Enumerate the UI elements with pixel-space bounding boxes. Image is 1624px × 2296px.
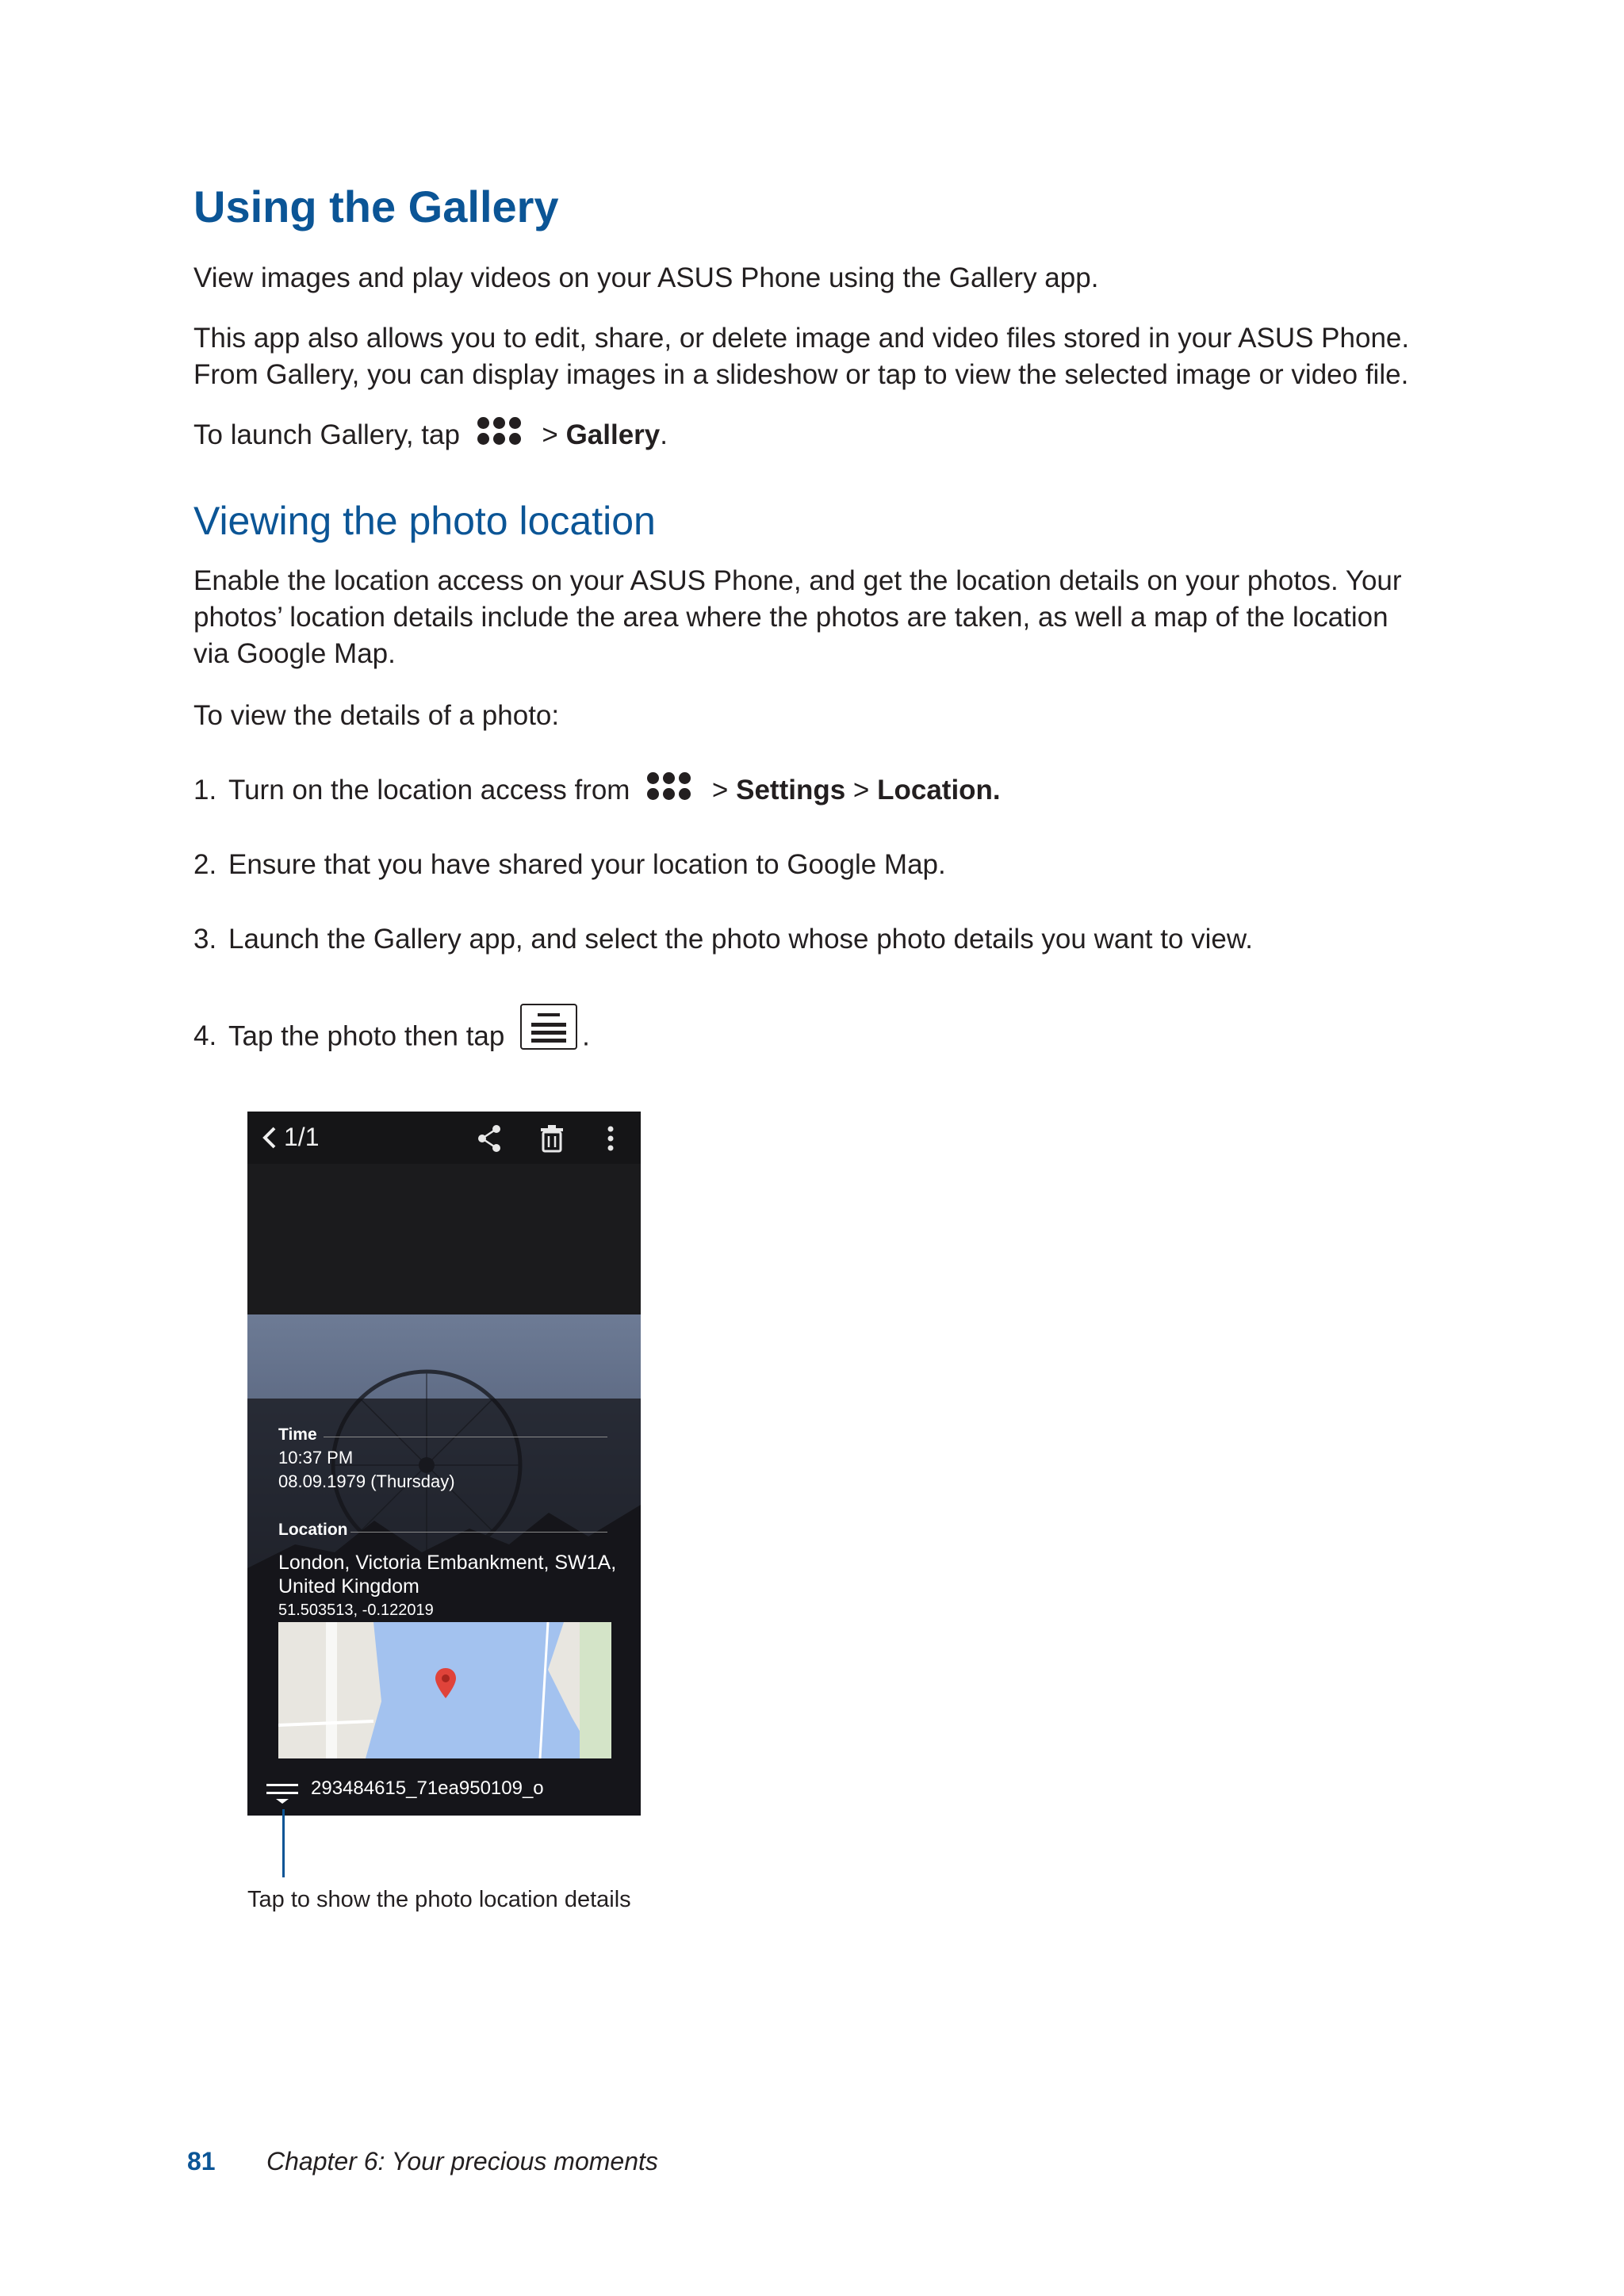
launch-prefix: To launch Gallery, tap bbox=[193, 419, 460, 450]
para-line-1: This app also allows you to edit, share, or delete image and video files stored in your ASUS Phone. bbox=[193, 323, 1410, 354]
chapter-title: Chapter 6: Your precious moments bbox=[266, 2147, 658, 2175]
step-text: Ensure that you have shared your location to Google Map. bbox=[228, 849, 946, 880]
details-icon[interactable] bbox=[266, 1782, 298, 1804]
step-number: 3. bbox=[193, 924, 217, 955]
location-line-1: London, Victoria Embankment, SW1A, bbox=[278, 1552, 617, 1574]
overflow-menu-icon[interactable] bbox=[595, 1123, 626, 1154]
intro-text: View images and play videos on your ASUS Phone using the Gallery app. bbox=[193, 262, 1099, 293]
location-map[interactable] bbox=[278, 1622, 611, 1758]
step-separator: > bbox=[711, 775, 729, 806]
sub-para-line-2: photos’ location details include the area where the photos are taken, as well a map of the location bbox=[193, 602, 1388, 633]
image-counter: 1/1 bbox=[284, 1123, 320, 1151]
sub-para-line-3: via Google Map. bbox=[193, 638, 396, 669]
details-icon bbox=[520, 1004, 577, 1050]
date-value: 08.09.1979 (Thursday) bbox=[278, 1471, 455, 1491]
back-icon[interactable] bbox=[259, 1124, 282, 1151]
location-line-2: United Kingdom bbox=[278, 1575, 419, 1598]
time-label: Time bbox=[278, 1425, 317, 1444]
para-line-2: From Gallery, you can display images in a slideshow or tap to view the selected image or video file. bbox=[193, 359, 1409, 390]
coordinates: 51.503513, -0.122019 bbox=[278, 1601, 434, 1619]
map-pin-icon bbox=[435, 1668, 456, 1698]
delete-icon[interactable] bbox=[536, 1123, 568, 1154]
location-label: Location bbox=[278, 1521, 348, 1539]
launch-instruction bbox=[193, 417, 1462, 455]
sub-para-line-1: Enable the location access on your ASUS Phone, and get the location details on your photos. Your bbox=[193, 565, 1402, 596]
bottom-bar bbox=[247, 1770, 641, 1816]
launch-target: Gallery bbox=[565, 419, 661, 450]
location-label: Location. bbox=[877, 775, 1001, 806]
all-apps-icon bbox=[642, 769, 695, 806]
gallery-screenshot bbox=[247, 1112, 641, 1816]
divider bbox=[350, 1532, 607, 1533]
settings-label: Settings bbox=[736, 775, 846, 806]
step-number: 2. bbox=[193, 849, 217, 880]
share-icon[interactable] bbox=[474, 1123, 506, 1154]
section-title: Viewing the photo location bbox=[193, 499, 656, 543]
action-bar bbox=[247, 1112, 641, 1164]
step-text: Tap the photo then tap bbox=[228, 1020, 505, 1052]
step-3 bbox=[193, 921, 1462, 958]
step-4 bbox=[193, 1015, 1462, 1061]
step-2 bbox=[193, 847, 1462, 883]
step-separator: > bbox=[852, 775, 870, 806]
screenshot-caption: Tap to show the photo location details bbox=[247, 1887, 631, 1912]
step-text: Launch the Gallery app, and select the photo whose photo details you want to view. bbox=[228, 924, 1253, 955]
all-apps-icon bbox=[473, 414, 525, 450]
launch-end: . bbox=[660, 419, 668, 450]
launch-separator: > bbox=[542, 419, 558, 450]
step-text: Turn on the location access from bbox=[228, 775, 630, 806]
time-value: 10:37 PM bbox=[278, 1448, 354, 1468]
steps-intro: To view the details of a photo: bbox=[193, 700, 560, 731]
page-title: Using the Gallery bbox=[193, 182, 559, 232]
step-number: 1. bbox=[193, 775, 217, 806]
step-end: . bbox=[582, 1020, 590, 1052]
file-name: 293484615_71ea950109_o bbox=[311, 1777, 544, 1799]
callout-line bbox=[282, 1809, 285, 1877]
page-number: 81 bbox=[187, 2147, 216, 2175]
step-number: 4. bbox=[193, 1020, 217, 1052]
step-1 bbox=[193, 772, 1462, 810]
